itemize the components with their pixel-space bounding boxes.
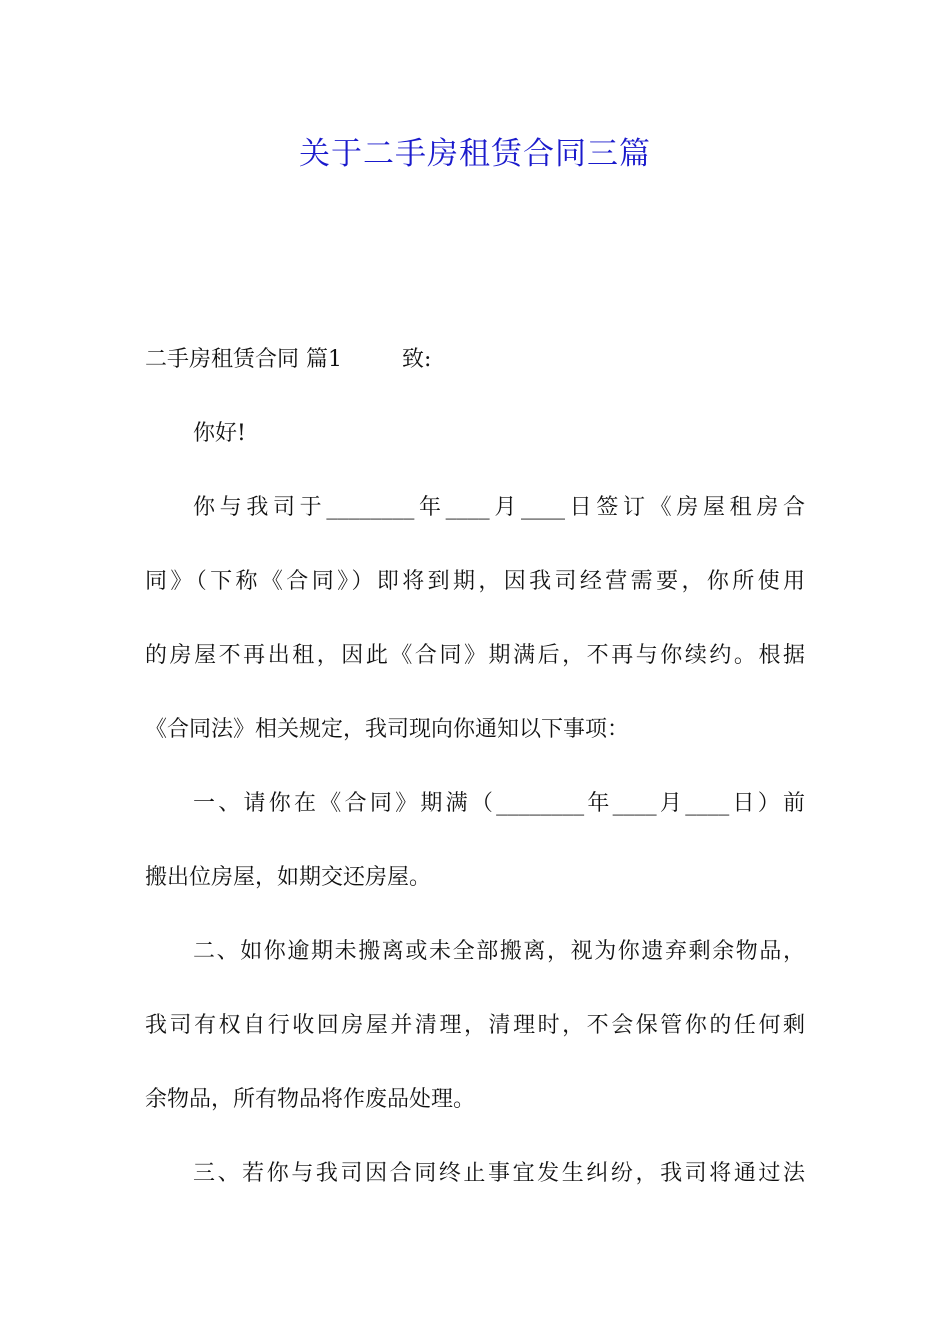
paragraph-line: 我司有权自行收回房屋并清理，清理时，不会保管你的任何剩 [145,1013,805,1038]
section-heading-line [145,342,835,416]
paragraph-line: 一、请你在《合同》期满（________年____月____日）前 [193,791,805,816]
paragraph-line: 的房屋不再出租，因此《合同》期满后，不再与你续约。根据 [145,643,805,668]
greeting: 你好! [193,421,246,446]
document-title: 关于二手房租赁合同三篇 [299,136,651,172]
paragraph-line: 你与我司于________年____月____日签订《房屋租房合 [193,495,805,520]
paragraph-line: 余物品，所有物品将作废品处理。 [145,1087,476,1112]
paragraph-line: 搬出位房屋，如期交还房屋。 [145,865,432,890]
paragraph-line: 二、如你逾期未搬离或未全部搬离，视为你遗弃剩余物品， [193,939,805,964]
salutation-to: 致: [402,347,432,372]
document-body [145,342,835,1230]
section-heading: 二手房租赁合同 篇1 [145,347,342,372]
paragraph-line: 同》（下称《合同》）即将到期，因我司经营需要，你所使用 [145,569,805,594]
paragraph-line: 《合同法》相关规定，我司现向你通知以下事项： [145,717,630,742]
paragraph-line: 三、若你与我司因合同终止事宜发生纠纷，我司将通过法 [193,1161,805,1186]
